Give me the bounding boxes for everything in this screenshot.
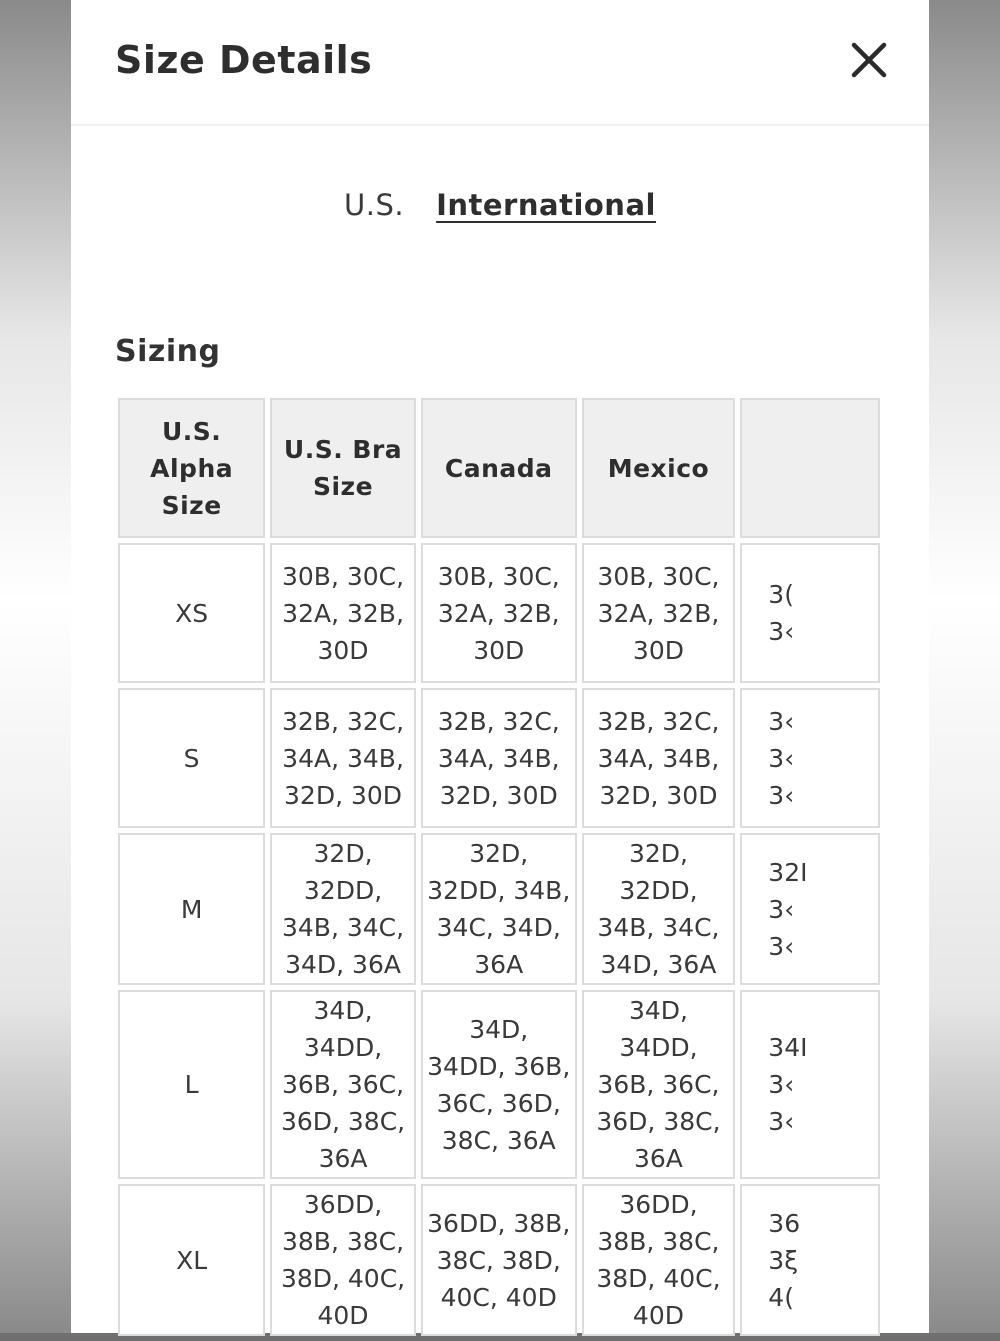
table-cell-partial xyxy=(740,543,880,683)
background-right xyxy=(929,0,1000,1333)
table-cell: 32D, 32DD, 34B, 34C, 34D, 36A xyxy=(582,833,736,985)
header-mexico: Mexico xyxy=(582,398,736,538)
partial-text: 34I 3‹ 3‹ xyxy=(768,1033,808,1136)
table-cell: 36DD, 38B, 38C, 38D, 40C, 40D xyxy=(270,1184,416,1336)
size-cell: XL xyxy=(118,1184,265,1336)
table-cell: 30B, 30C, 32A, 32B, 30D xyxy=(582,543,736,683)
table-row xyxy=(118,990,880,1179)
size-table-scroll[interactable] xyxy=(118,398,885,1330)
table-cell: 32B, 32C, 34A, 34B, 32D, 30D xyxy=(270,688,416,828)
modal-header xyxy=(71,0,929,126)
table-cell: 32B, 32C, 34A, 34B, 32D, 30D xyxy=(582,688,736,828)
table-cell: 30B, 30C, 32A, 32B, 30D xyxy=(270,543,416,683)
table-row xyxy=(118,1184,880,1336)
table-cell-partial xyxy=(740,688,880,828)
header-us-alpha-size: U.S. Alpha Size xyxy=(118,398,265,538)
header-canada: Canada xyxy=(421,398,577,538)
size-cell: XS xyxy=(118,543,265,683)
table-cell: 32D, 32DD, 34B, 34C, 34D, 36A xyxy=(421,833,577,985)
table-cell: 32D, 32DD, 34B, 34C, 34D, 36A xyxy=(270,833,416,985)
table-row xyxy=(118,543,880,683)
background-left xyxy=(0,0,71,1333)
section-title: Sizing xyxy=(115,334,221,369)
table-row xyxy=(118,688,880,828)
size-cell: S xyxy=(118,688,265,828)
table-cell: 34D, 34DD, 36B, 36C, 36D, 38C, 36A xyxy=(582,990,736,1179)
table-cell-partial xyxy=(740,1184,880,1336)
partial-text: 36 3ξ 4( xyxy=(768,1208,801,1312)
table-cell: 34D, 34DD, 36B, 36C, 36D, 38C, 36A xyxy=(270,990,416,1179)
header-partial xyxy=(740,398,880,538)
partial-text: 3‹ 3‹ 3‹ xyxy=(768,706,795,810)
tab-international[interactable]: International xyxy=(436,188,656,222)
tab-us[interactable]: U.S. xyxy=(344,188,405,222)
table-cell: 34D, 34DD, 36B, 36C, 36D, 38C, 36A xyxy=(421,990,577,1179)
table-cell-partial xyxy=(740,833,880,985)
size-table xyxy=(113,393,885,1341)
table-row xyxy=(118,833,880,985)
size-details-modal xyxy=(71,0,929,1333)
region-tabs xyxy=(71,188,929,222)
partial-text: 32I 3‹ 3‹ xyxy=(768,857,808,961)
table-header-row xyxy=(118,398,880,538)
close-button[interactable] xyxy=(849,40,889,80)
size-cell: L xyxy=(118,990,265,1179)
partial-text: 3( 3‹ xyxy=(768,580,795,646)
modal-title: Size Details xyxy=(115,38,373,82)
header-us-bra-size: U.S. Bra Size xyxy=(270,398,416,538)
table-cell: 36DD, 38B, 38C, 38D, 40C, 40D xyxy=(421,1184,577,1336)
close-icon xyxy=(849,40,889,80)
table-cell: 30B, 30C, 32A, 32B, 30D xyxy=(421,543,577,683)
table-cell: 36DD, 38B, 38C, 38D, 40C, 40D xyxy=(582,1184,736,1336)
size-cell: M xyxy=(118,833,265,985)
table-cell-partial xyxy=(740,990,880,1179)
table-cell: 32B, 32C, 34A, 34B, 32D, 30D xyxy=(421,688,577,828)
